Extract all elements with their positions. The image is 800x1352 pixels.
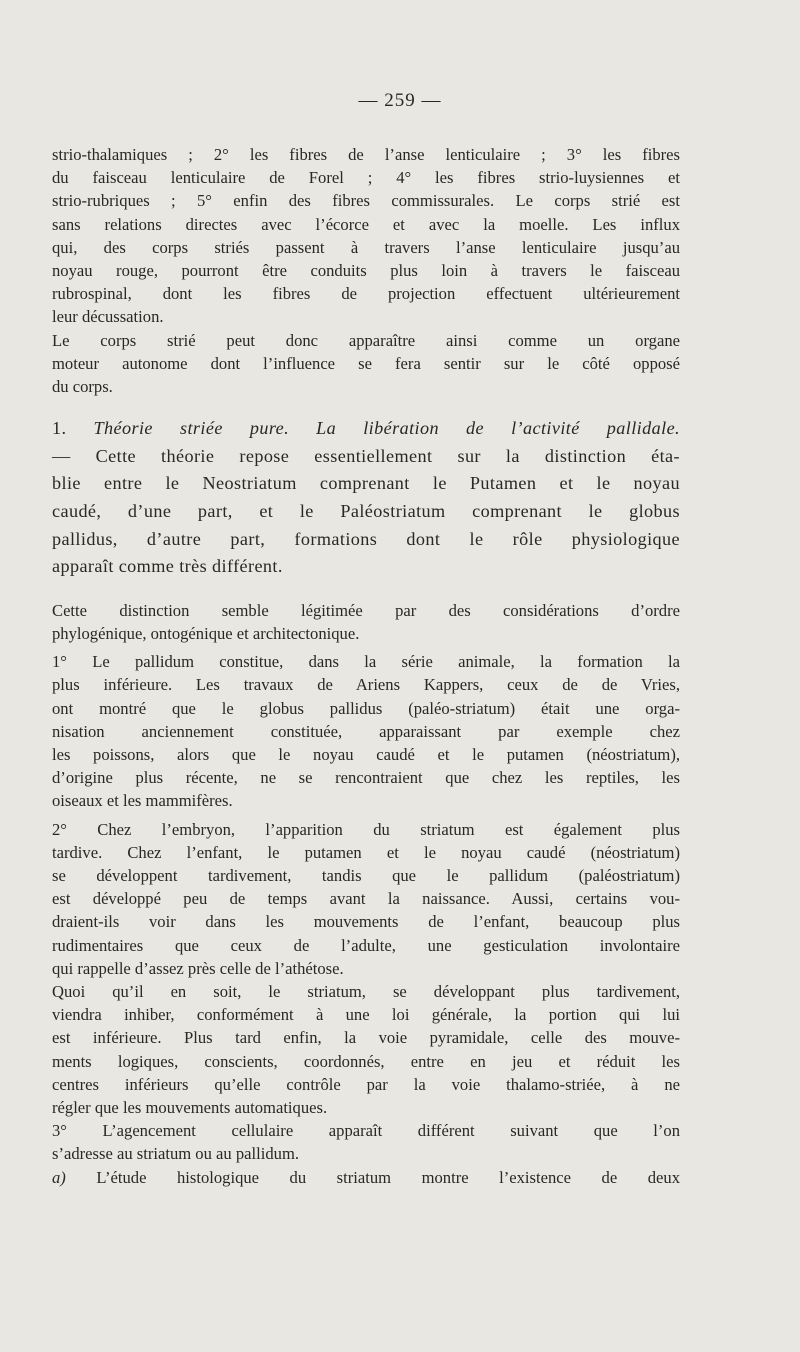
text-line: centres inférieurs qu’elle contrôle par la voie thalamo-striée, à ne: [52, 1074, 680, 1094]
body-text: [52, 143, 680, 1189]
text-line: du faisceau lenticulaire de Forel ; 4° les fibres strio-luysiennes et: [52, 168, 680, 188]
text-line: Le corps strié peut donc apparaître ainsi comme un organe: [52, 330, 680, 350]
text-line: apparaît comme très différent.: [52, 556, 283, 577]
paragraph-agencement: [52, 1119, 680, 1165]
section-number: 1.: [52, 418, 67, 439]
item-label: a): [52, 1167, 66, 1187]
text-line: viendra inhiber, conformément à une loi générale, la portion qui lui: [52, 1005, 680, 1025]
text-line: se développent tardivement, tandis que le pallidum (paléostriatum): [52, 866, 680, 886]
text-line: 3° L’agencement cellulaire apparaît différent suivant que l’on: [52, 1121, 680, 1141]
text-line: moteur autonome dont l’influence se fera sentir sur le côté opposé: [52, 353, 680, 373]
text-line: qui rappelle d’assez près celle de l’athétose.: [52, 958, 344, 978]
text-line: rudimentaires que ceux de l’adulte, une gesticulation involontaire: [52, 935, 680, 955]
text-line: est développé peu de temps avant la naissance. Aussi, certains vou-: [52, 889, 680, 909]
text-line: ont montré que le globus pallidus (paléo-striatum) était une orga-: [52, 698, 680, 718]
text-line: — Cette théorie repose essentiellement sur la distinction éta-: [52, 445, 680, 466]
text-line: blie entre le Neostriatum comprenant le Putamen et le noyau: [52, 473, 680, 494]
section-heading: [52, 415, 680, 443]
text-line: du corps.: [52, 377, 113, 397]
text-line: ments logiques, conscients, coordonnés, entre en jeu et réduit les: [52, 1051, 680, 1071]
text-fragment: L’étude histologique du striatum montre l’existence de deux: [96, 1167, 680, 1187]
paragraph-fibres-list: [52, 143, 680, 329]
text-line: Cette distinction semble légitimée par des considérations d’ordre: [52, 600, 680, 620]
text-line: d’origine plus récente, ne se rencontraient que chez les reptiles, les: [52, 768, 680, 788]
paragraph-organe-moteur: [52, 329, 680, 399]
text-line: phylogénique, ontogénique et architectonique.: [52, 624, 360, 643]
text-line: strio-rubriques ; 5° enfin des fibres commissurales. Le corps strié est: [52, 191, 680, 211]
text-line: rubrospinal, dont les fibres de projection effectuent ultérieurement: [52, 284, 680, 304]
text-line: leur décussation.: [52, 307, 164, 327]
text-line: est inférieure. Plus tard enfin, la voie pyramidale, celle des mouve-: [52, 1028, 680, 1048]
text-line: 2° Chez l’embryon, l’apparition du striatum est également plus: [52, 819, 680, 839]
paragraph-distinction: [52, 599, 680, 645]
text-line: oiseaux et les mammifères.: [52, 791, 233, 811]
paragraph-histologie: [52, 1166, 680, 1189]
text-line: tardive. Chez l’enfant, le putamen et le noyau caudé (néostriatum): [52, 842, 680, 862]
section-title: Théorie striée pure. La libération de l’activité pallidale.: [93, 418, 680, 439]
text-line: noyau rouge, pourront être conduits plus loin à travers le faisceau: [52, 261, 680, 281]
text-line: qui, des corps striés passent à travers l’anse lenticulaire jusqu’au: [52, 237, 680, 257]
text-line: sans relations directes avec l’écorce et avec la moelle. Les influx: [52, 214, 680, 234]
section-theorie-striee: [52, 415, 680, 581]
text-line: draient-ils voir dans les mouvements de l’enfant, beaucoup plus: [52, 912, 680, 932]
text-line: Quoi qu’il en soit, le striatum, se développant plus tardivement,: [52, 982, 680, 1002]
page-number: — 259 —: [358, 90, 442, 111]
text-line: caudé, d’une part, et le Paléostriatum comprenant le globus: [52, 501, 680, 522]
text-line: nisation anciennement constituée, apparaissant par exemple chez: [52, 721, 680, 741]
paragraph-embryon: [52, 818, 680, 980]
paragraph-striatum-inhibition: [52, 980, 680, 1119]
text-line: pallidus, d’autre part, formations dont le rôle physiologique: [52, 528, 680, 549]
text-line: plus inférieure. Les travaux de Ariens Kappers, ceux de de Vries,: [52, 675, 680, 695]
paragraph-pallidum: [52, 650, 680, 812]
text-line: régler que les mouvements automatiques.: [52, 1098, 328, 1118]
text-line: [52, 1166, 680, 1189]
text-line: strio-thalamiques ; 2° les fibres de l’anse lenticulaire ; 3° les fibres: [52, 145, 680, 164]
text-line: s’adresse au striatum ou au pallidum.: [52, 1144, 300, 1164]
text-line: les poissons, alors que le noyau caudé et le putamen (néostriatum),: [52, 745, 680, 765]
text-line: 1° Le pallidum constitue, dans la série animale, la formation la: [52, 652, 680, 672]
spacer: [52, 581, 680, 599]
